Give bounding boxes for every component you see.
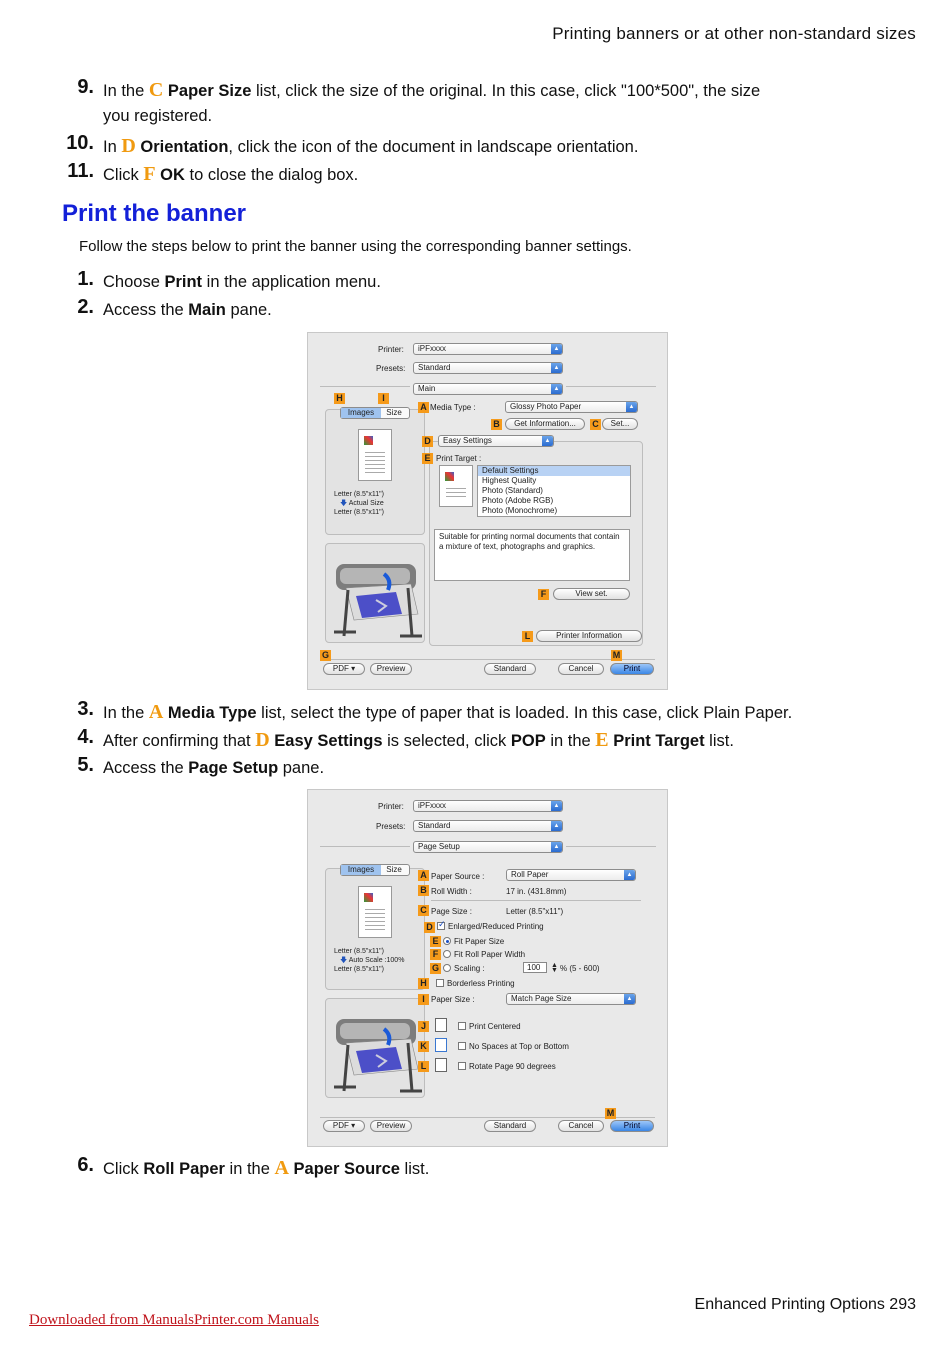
pdf-button[interactable]: PDF ▾ <box>323 1120 365 1132</box>
callout-letter: C <box>148 79 164 101</box>
set-button[interactable]: Set... <box>602 418 638 430</box>
step-9: 9. In the C Paper Size list, click the size of the original. In this case, click "100*500", the size you registered. <box>0 80 900 124</box>
list-item[interactable]: Photo (Standard) <box>482 486 543 495</box>
callout-letter: E <box>595 729 609 751</box>
list-item[interactable]: Default Settings <box>478 466 630 476</box>
cancel-button[interactable]: Cancel <box>558 663 604 675</box>
list-item[interactable]: Photo (Adobe RGB) <box>482 496 554 505</box>
standard-button[interactable]: Standard <box>484 1120 536 1132</box>
callout-letter: A <box>148 701 164 723</box>
callout-tag-i: I <box>418 994 429 1005</box>
pane-popup[interactable]: Page Setup ▲ <box>413 841 563 853</box>
presets-popup[interactable]: Standard ▲ <box>413 362 563 374</box>
callout-tag-f: F <box>430 949 441 960</box>
step-number: 2. <box>77 296 94 318</box>
callout-tag-d: D <box>424 922 435 933</box>
preview-tabs <box>340 864 410 876</box>
fit-paper-size-radio[interactable]: Fit Paper Size <box>443 937 504 946</box>
callout-tag-h: H <box>418 978 429 989</box>
running-header: Printing banners or at other non-standard sizes <box>552 24 916 43</box>
scaling-stepper[interactable]: ▲ ▼ <box>551 962 558 974</box>
updown-arrow-icon: ▲ <box>626 402 637 412</box>
printer-popup[interactable]: iPFxxxx ▲ <box>413 800 563 812</box>
preview-button[interactable]: Preview <box>370 663 412 675</box>
paper-source-popup[interactable]: Roll Paper ▲ <box>506 869 636 881</box>
callout-tag-a: A <box>418 870 429 881</box>
callout-tag-g: G <box>321 650 329 660</box>
scaling-radio[interactable]: Scaling : <box>443 964 485 973</box>
scaling-input[interactable]: 100 <box>523 962 547 973</box>
callout-tag-m: M <box>612 650 621 660</box>
printer-image <box>326 544 424 642</box>
list-item[interactable]: Highest Quality <box>482 476 537 485</box>
step-number: 4. <box>77 726 94 748</box>
step-number: 3. <box>77 698 94 720</box>
updown-arrow-icon: ▲ <box>551 842 562 852</box>
callout-letter: D <box>121 135 136 157</box>
printer-image-panel <box>325 998 425 1098</box>
rotate-page-icon <box>435 1058 447 1072</box>
no-spaces-icon <box>435 1038 447 1052</box>
tab-size[interactable]: Size <box>386 408 402 417</box>
size-info: Letter (8.5"x11") 🡇 Actual Size Letter (8.5"x11") <box>334 491 384 516</box>
callout-tag-c: C <box>590 419 601 430</box>
print-dialog-page-setup: Printer: iPFxxxx ▲ Presets: Standard ▲ Page Setup ▲ Images Size Letter (8.5"x11") 🡇 Auto Scale :100% Letter (8.5"x11") A Paper Source : Roll Paper ▲ B Roll Width : 17 in. (431.8mm) C Page Size : Letter (8.5"x11") D ✓ Enlarged/Reduced Printing E Fit Paper Size F Fit Roll Paper Width G Scaling : 100 ▲ ▼ % (5 - 600) H Borderless Printing I Paper Size : Match Page Size ▲ J Print Centered K No Spaces at Top or Bottom L Rotate Page 90 degrees M PDF ▾ Preview Standard Cancel Print <box>307 789 668 1147</box>
step-number: 5. <box>77 754 94 776</box>
print-centered-icon <box>435 1018 447 1032</box>
document-thumbnail <box>358 429 392 481</box>
step-number: 1. <box>77 268 94 290</box>
callout-tag-l: L <box>418 1061 429 1072</box>
callout-tag-f: F <box>538 589 549 600</box>
callout-tag-b: B <box>418 885 429 896</box>
page-footer: Enhanced Printing Options 293 <box>694 1296 916 1313</box>
view-set-button[interactable]: View set. <box>553 588 630 600</box>
get-information-button[interactable]: Get Information... <box>505 418 585 430</box>
callout-tag-j: J <box>418 1021 429 1032</box>
callout-tag-a: A <box>418 402 429 413</box>
printer-popup[interactable]: iPFxxxx ▲ <box>413 343 563 355</box>
presets-popup[interactable]: Standard ▲ <box>413 820 563 832</box>
pdf-button[interactable]: PDF ▾ <box>323 663 365 675</box>
updown-arrow-icon: ▲ <box>551 821 562 831</box>
updown-arrow-icon: ▲ <box>551 344 562 354</box>
enlarged-checkbox[interactable]: ✓ Enlarged/Reduced Printing <box>437 922 544 931</box>
callout-tag-l: L <box>522 631 533 642</box>
callout-tag-d: D <box>422 436 433 447</box>
list-item[interactable]: Photo (Monochrome) <box>482 506 558 515</box>
callout-tag-h: H <box>334 393 345 404</box>
callout-tag-k: K <box>418 1041 429 1052</box>
updown-arrow-icon: ▲ <box>542 436 553 446</box>
print-button[interactable]: Print <box>610 1120 654 1132</box>
printer-information-button[interactable]: Printer Information <box>536 630 642 642</box>
step-number: 9. <box>77 76 94 98</box>
no-spaces-checkbox[interactable]: No Spaces at Top or Bottom <box>458 1042 569 1051</box>
updown-arrow-icon: ▲ <box>551 363 562 373</box>
step-number: 11. <box>67 160 94 182</box>
print-centered-checkbox[interactable]: Print Centered <box>458 1022 521 1031</box>
callout-tag-g: G <box>431 963 439 973</box>
paper-size-popup[interactable]: Match Page Size ▲ <box>506 993 636 1005</box>
fit-roll-width-radio[interactable]: Fit Roll Paper Width <box>443 950 525 959</box>
preview-panel <box>325 865 425 990</box>
document-thumbnail <box>358 886 392 938</box>
updown-arrow-icon: ▲ <box>551 384 562 394</box>
callout-tag-m: M <box>606 1108 615 1118</box>
media-type-popup[interactable]: Glossy Photo Paper ▲ <box>505 401 638 413</box>
printer-image <box>326 999 424 1097</box>
print-target-list[interactable] <box>477 465 631 517</box>
printer-image-panel <box>325 543 425 643</box>
down-arrow-icon: 🡇 <box>340 500 348 507</box>
rotate-checkbox[interactable]: Rotate Page 90 degrees <box>458 1062 556 1071</box>
tab-images[interactable]: Images <box>341 865 381 875</box>
print-button[interactable]: Print <box>610 663 654 675</box>
cancel-button[interactable]: Cancel <box>558 1120 604 1132</box>
download-link[interactable]: Downloaded from ManualsPrinter.com Manuals <box>29 1312 319 1328</box>
pane-popup[interactable]: Main ▲ <box>413 383 563 395</box>
updown-arrow-icon: ▲ <box>624 994 635 1004</box>
updown-arrow-icon: ▲ <box>551 801 562 811</box>
callout-tag-e: E <box>422 453 433 464</box>
size-info: Letter (8.5"x11") 🡇 Auto Scale :100% Letter (8.5"x11") <box>334 948 405 973</box>
section-intro: Follow the steps below to print the banner using the corresponding banner settings. <box>79 238 632 255</box>
tab-images[interactable]: Images <box>341 408 381 418</box>
preview-panel <box>325 409 425 535</box>
step-number: 6. <box>77 1154 94 1176</box>
updown-arrow-icon: ▲ <box>624 870 635 880</box>
preview-tabs <box>340 407 410 419</box>
print-dialog-main: Printer: iPFxxxx ▲ Presets: Standard ▲ Main ▲ H I Images Size Letter (8.5"x11") 🡇 Actual Size Letter (8.5"x11") A Media Type : Glossy Photo Paper ▲ B Get Information... C Set... D Easy Settings ▲ E Print Target : Default Settings Highest Quality Photo (Standard) Photo (Adobe RGB) Photo (Monochrome) Suitable for printing normal documents that contain a mixture of text, photographs and graphics. F View set. L Printer Information G M PDF ▾ Preview Standard Cancel Print <box>307 332 668 690</box>
easy-settings-popup[interactable]: Easy Settings ▲ <box>438 435 554 447</box>
step-number: 10. <box>66 132 94 154</box>
section-title: Print the banner <box>62 200 247 227</box>
down-arrow-icon: 🡇 <box>340 957 348 964</box>
print-target-thumbnail <box>439 465 473 507</box>
callout-letter: F <box>143 163 156 185</box>
standard-button[interactable]: Standard <box>484 663 536 675</box>
callout-letter: D <box>255 729 270 751</box>
description-box: Suitable for printing normal documents that contain a mixture of text, photographs and graphics. <box>434 529 630 581</box>
callout-tag-e: E <box>430 936 441 947</box>
preview-button[interactable]: Preview <box>370 1120 412 1132</box>
callout-tag-b: B <box>491 419 502 430</box>
tab-size[interactable]: Size <box>386 865 402 874</box>
callout-tag-c: C <box>418 905 429 916</box>
callout-letter: A <box>274 1157 289 1179</box>
borderless-checkbox[interactable]: Borderless Printing <box>436 979 515 988</box>
callout-tag-i: I <box>378 393 389 404</box>
